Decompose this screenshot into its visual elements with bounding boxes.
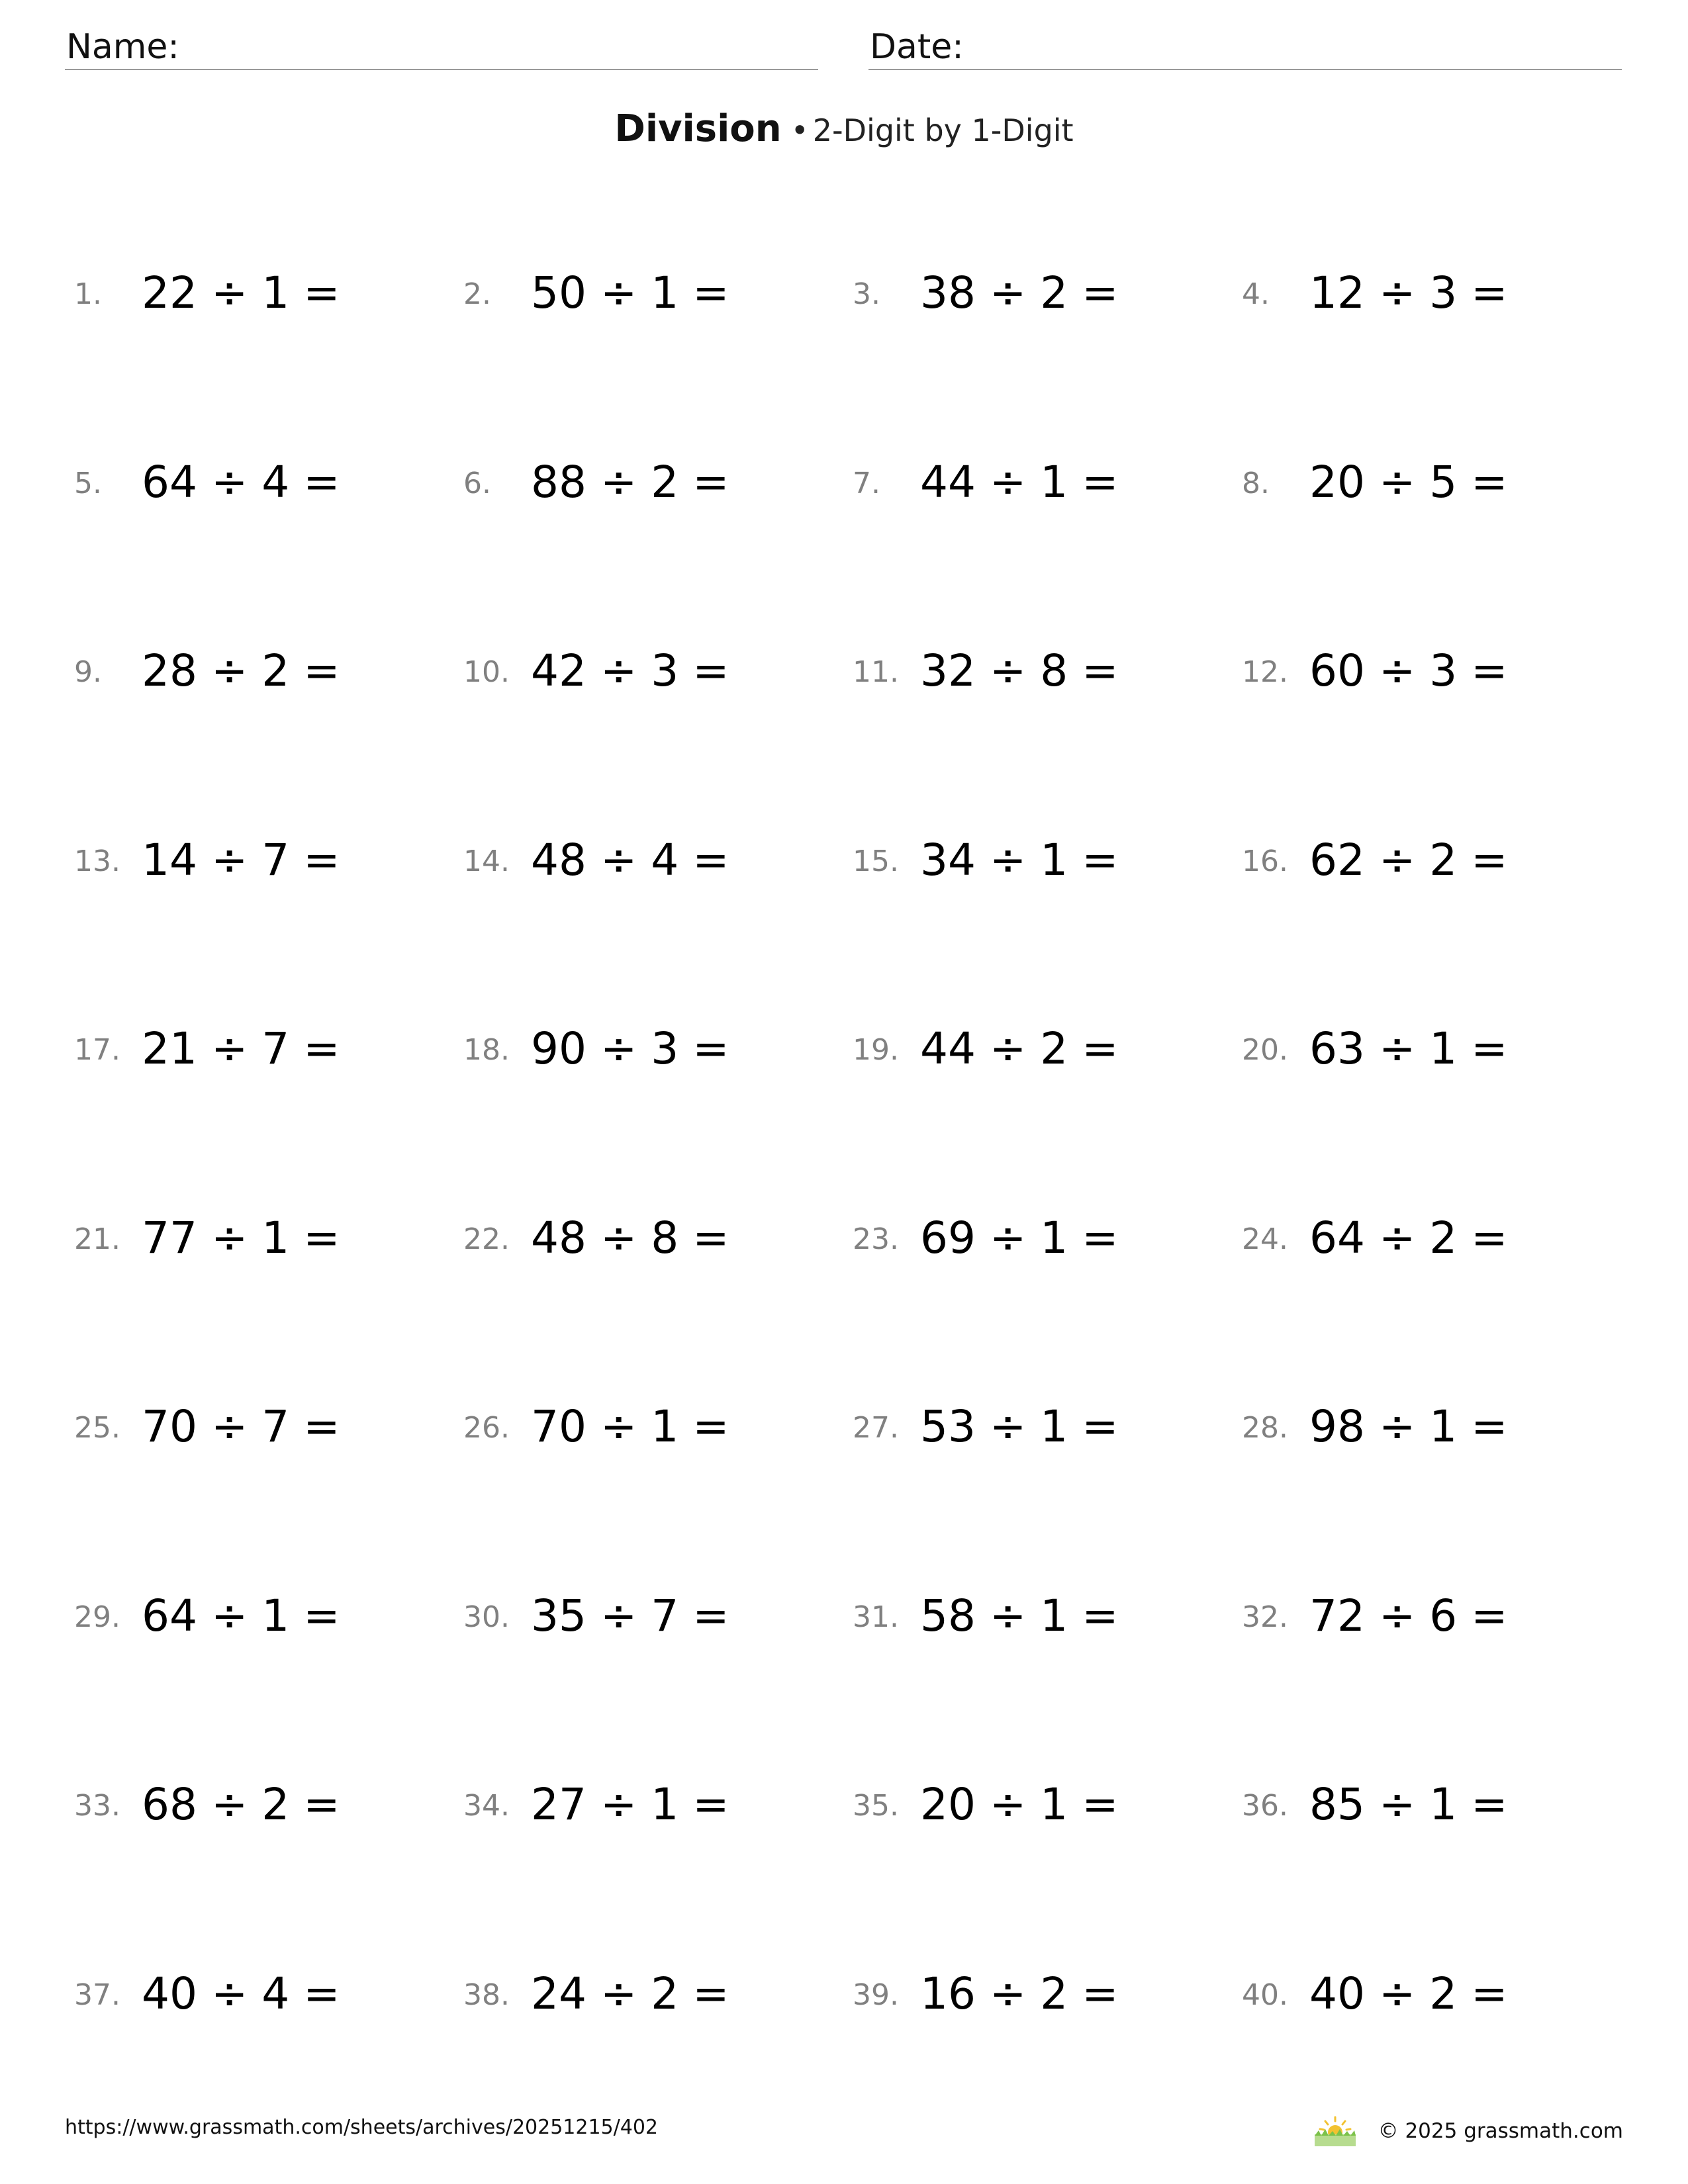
problem-number: 37.	[74, 1978, 120, 2012]
problem-number: 31.	[853, 1600, 899, 1634]
problem-number: 40.	[1242, 1978, 1288, 2012]
problem-expression: 20 ÷ 5 =	[1309, 457, 1508, 508]
problem-number: 26.	[463, 1411, 510, 1445]
problem-number: 27.	[853, 1411, 899, 1445]
title-separator: •	[790, 113, 809, 148]
problem-expression: 12 ÷ 3 =	[1309, 267, 1508, 318]
problem-expression: 32 ÷ 8 =	[920, 645, 1119, 696]
problem-number: 16.	[1242, 844, 1288, 878]
footer-copyright: © 2025 grassmath.com	[1378, 2119, 1623, 2143]
problem-number: 14.	[463, 844, 510, 878]
problem-number: 32.	[1242, 1600, 1288, 1634]
problem-expression: 40 ÷ 4 =	[142, 1968, 340, 2019]
problem-number: 22.	[463, 1222, 510, 1256]
problem-number: 33.	[74, 1789, 120, 1823]
problem-number: 4.	[1242, 277, 1270, 311]
problem-number: 10.	[463, 655, 510, 689]
problem-expression: 64 ÷ 4 =	[142, 457, 340, 508]
problem-number: 1.	[74, 277, 102, 311]
date-label: Date:	[870, 27, 964, 67]
problem-number: 21.	[74, 1222, 120, 1256]
problem-expression: 69 ÷ 1 =	[920, 1212, 1119, 1263]
problem-number: 19.	[853, 1033, 899, 1067]
problem-expression: 50 ÷ 1 =	[531, 267, 729, 318]
problem-expression: 90 ÷ 3 =	[531, 1023, 729, 1074]
problem-number: 38.	[463, 1978, 510, 2012]
problem-number: 6.	[463, 467, 491, 500]
problem-expression: 70 ÷ 1 =	[531, 1401, 729, 1452]
problem-expression: 53 ÷ 1 =	[920, 1401, 1119, 1452]
problem-number: 11.	[853, 655, 899, 689]
title-main: Division	[614, 107, 782, 150]
problem-number: 7.	[853, 467, 880, 500]
problem-expression: 14 ÷ 7 =	[142, 835, 340, 886]
problem-number: 34.	[463, 1789, 510, 1823]
problem-expression: 72 ÷ 6 =	[1309, 1590, 1508, 1641]
problem-number: 35.	[853, 1789, 899, 1823]
problem-number: 36.	[1242, 1789, 1288, 1823]
problem-number: 28.	[1242, 1411, 1288, 1445]
problem-number: 20.	[1242, 1033, 1288, 1067]
problem-number: 5.	[74, 467, 102, 500]
footer-copyright-block	[1312, 2115, 1623, 2148]
problem-expression: 64 ÷ 1 =	[142, 1590, 340, 1641]
problem-expression: 98 ÷ 1 =	[1309, 1401, 1508, 1452]
problem-expression: 58 ÷ 1 =	[920, 1590, 1119, 1641]
problem-expression: 22 ÷ 1 =	[142, 267, 340, 318]
problem-expression: 24 ÷ 2 =	[531, 1968, 729, 2019]
problem-expression: 48 ÷ 4 =	[531, 835, 729, 886]
problem-number: 15.	[853, 844, 899, 878]
name-label: Name:	[66, 27, 179, 67]
problem-expression: 85 ÷ 1 =	[1309, 1779, 1508, 1830]
problem-expression: 60 ÷ 3 =	[1309, 645, 1508, 696]
problem-number: 39.	[853, 1978, 899, 2012]
problem-number: 17.	[74, 1033, 120, 1067]
problem-number: 23.	[853, 1222, 899, 1256]
problem-expression: 42 ÷ 3 =	[531, 645, 729, 696]
problem-number: 24.	[1242, 1222, 1288, 1256]
problem-number: 30.	[463, 1600, 510, 1634]
problem-number: 12.	[1242, 655, 1288, 689]
grass-sun-logo-icon	[1312, 2115, 1358, 2148]
problem-expression: 63 ÷ 1 =	[1309, 1023, 1508, 1074]
problem-expression: 68 ÷ 2 =	[142, 1779, 340, 1830]
problem-expression: 28 ÷ 2 =	[142, 645, 340, 696]
problem-number: 3.	[853, 277, 880, 311]
problem-number: 13.	[74, 844, 120, 878]
problem-number: 18.	[463, 1033, 510, 1067]
problem-number: 9.	[74, 655, 102, 689]
problem-expression: 35 ÷ 7 =	[531, 1590, 729, 1641]
problem-number: 8.	[1242, 467, 1270, 500]
problem-expression: 16 ÷ 2 =	[920, 1968, 1119, 2019]
problem-expression: 44 ÷ 1 =	[920, 457, 1119, 508]
problem-expression: 62 ÷ 2 =	[1309, 835, 1508, 886]
problem-expression: 48 ÷ 8 =	[531, 1212, 729, 1263]
problem-number: 25.	[74, 1411, 120, 1445]
problem-expression: 38 ÷ 2 =	[920, 267, 1119, 318]
problem-expression: 44 ÷ 2 =	[920, 1023, 1119, 1074]
problem-expression: 88 ÷ 2 =	[531, 457, 729, 508]
problem-expression: 40 ÷ 2 =	[1309, 1968, 1508, 2019]
problem-number: 29.	[74, 1600, 120, 1634]
problem-expression: 70 ÷ 7 =	[142, 1401, 340, 1452]
problem-expression: 34 ÷ 1 =	[920, 835, 1119, 886]
ground-shape	[1315, 2134, 1356, 2146]
problem-expression: 20 ÷ 1 =	[920, 1779, 1119, 1830]
problem-expression: 27 ÷ 1 =	[531, 1779, 729, 1830]
title-subtitle: 2-Digit by 1-Digit	[812, 113, 1074, 148]
problem-expression: 64 ÷ 2 =	[1309, 1212, 1508, 1263]
problem-expression: 77 ÷ 1 =	[142, 1212, 340, 1263]
problem-expression: 21 ÷ 7 =	[142, 1023, 340, 1074]
footer-url: https://www.grassmath.com/sheets/archives/20251215/402	[65, 2116, 659, 2139]
problem-number: 2.	[463, 277, 491, 311]
